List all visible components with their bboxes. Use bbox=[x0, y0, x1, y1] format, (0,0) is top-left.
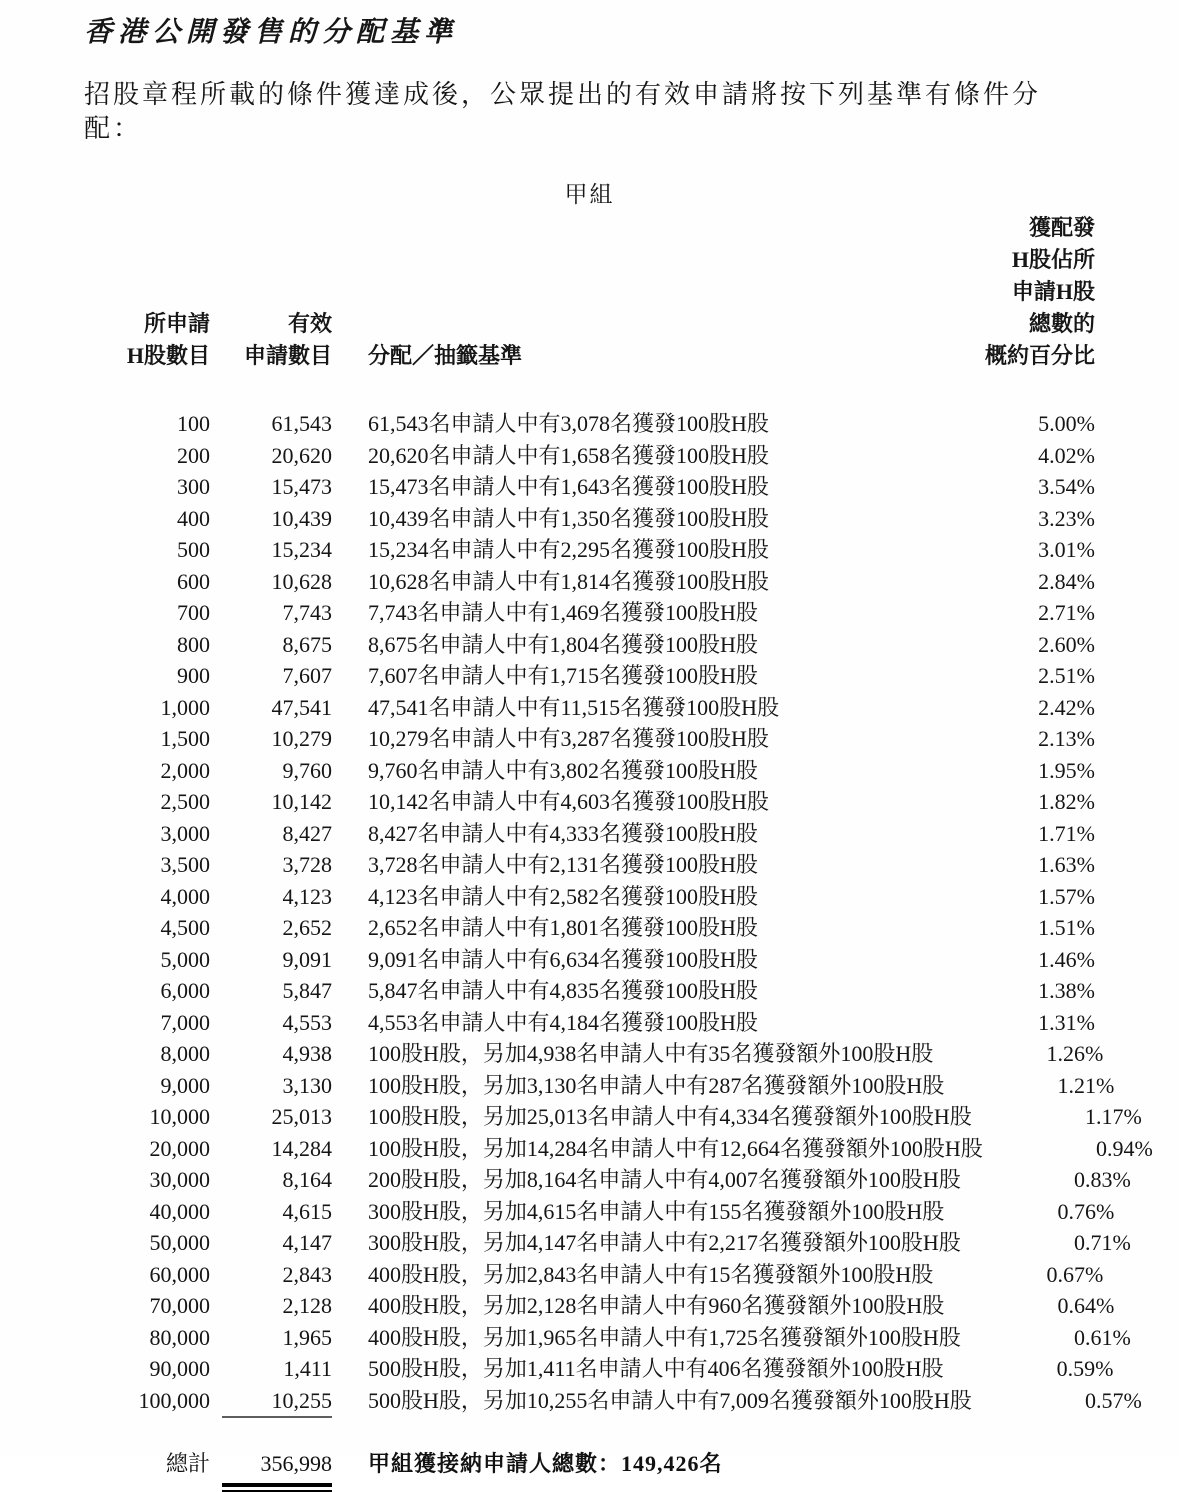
cell-valid-applications: 4,938 bbox=[282, 1041, 332, 1066]
cell-allocation-basis: 300股H股，另加4,615名申請人中有155名獲發額外100股H股 bbox=[368, 1198, 945, 1224]
table-row bbox=[84, 1290, 1115, 1322]
cell-valid-applications: 10,628 bbox=[271, 568, 332, 594]
cell-applied-h-shares: 900 bbox=[177, 663, 210, 688]
table-row bbox=[84, 1007, 1095, 1039]
table-row bbox=[84, 1322, 1131, 1354]
cell-percentage: 0.57% bbox=[1084, 1387, 1142, 1413]
table-row bbox=[84, 660, 1095, 692]
table-row bbox=[84, 692, 1095, 724]
cell-allocation-basis: 7,607名申請人中有1,715名獲發100股H股 bbox=[368, 663, 758, 688]
header-allocation-basis bbox=[332, 340, 925, 372]
cell-applied-h-shares: 40,000 bbox=[149, 1198, 210, 1224]
cell-allocation-basis: 100股H股，另加4,938名申請人中有35名獲發額外100股H股 bbox=[368, 1041, 934, 1066]
cell-valid-applications: 4,123 bbox=[282, 883, 332, 909]
cell-allocation-basis: 20,620名申請人中有1,658名獲發100股H股 bbox=[368, 442, 769, 468]
cell-allocation-basis: 47,541名申請人中有11,515名獲發100股H股 bbox=[368, 694, 780, 720]
cell-percentage: 1.95% bbox=[1038, 757, 1095, 783]
table-row bbox=[84, 440, 1095, 472]
cell-percentage: 2.84% bbox=[1038, 568, 1095, 594]
page-title: 香港公開發售的分配基準 bbox=[84, 17, 459, 48]
cell-percentage: 2.51% bbox=[1038, 663, 1095, 688]
cell-applied-h-shares: 9,000 bbox=[160, 1072, 210, 1098]
header-pct-line1: 獲配發 bbox=[1028, 215, 1095, 240]
cell-valid-applications: 3,130 bbox=[282, 1072, 332, 1098]
total-percentage-spacer bbox=[925, 1449, 1095, 1479]
table-row bbox=[84, 944, 1095, 976]
cell-valid-applications: 7,743 bbox=[282, 600, 332, 625]
cell-applied-h-shares: 300 bbox=[177, 474, 210, 499]
header-pct-line4: 總數的 bbox=[1028, 311, 1095, 336]
cell-allocation-basis: 500股H股，另加10,255名申請人中有7,009名獲發額外100股H股 bbox=[368, 1387, 972, 1413]
table-row bbox=[84, 723, 1095, 755]
table-row bbox=[84, 755, 1095, 787]
cell-applied-h-shares: 7,000 bbox=[160, 1009, 210, 1035]
cell-allocation-basis: 9,091名申請人中有6,634名獲發100股H股 bbox=[368, 946, 758, 972]
table-row bbox=[84, 534, 1095, 566]
cell-percentage: 1.71% bbox=[1038, 820, 1095, 846]
subtotal-rule bbox=[222, 1416, 332, 1418]
cell-percentage: 1.46% bbox=[1038, 946, 1095, 972]
cell-allocation-basis: 400股H股，另加1,965名申請人中有1,725名獲發額外100股H股 bbox=[368, 1324, 961, 1350]
cell-applied-h-shares: 80,000 bbox=[149, 1324, 210, 1350]
header-valid-line2: 申請數目 bbox=[243, 343, 332, 368]
cell-valid-applications: 3,728 bbox=[282, 852, 332, 877]
cell-allocation-basis: 3,728名申請人中有2,131名獲發100股H股 bbox=[368, 852, 758, 877]
cell-allocation-basis: 10,142名申請人中有4,603名獲發100股H股 bbox=[368, 789, 769, 814]
cell-allocation-basis: 10,439名申請人中有1,350名獲發100股H股 bbox=[368, 505, 769, 531]
header-pct-line3: 申請H股 bbox=[1011, 279, 1095, 304]
cell-valid-applications: 20,620 bbox=[271, 442, 332, 468]
cell-applied-h-shares: 6,000 bbox=[160, 978, 210, 1003]
cell-allocation-basis: 8,427名申請人中有4,333名獲發100股H股 bbox=[368, 820, 758, 846]
cell-applied-h-shares: 60,000 bbox=[149, 1261, 210, 1287]
cell-percentage: 2.13% bbox=[1038, 726, 1095, 751]
cell-applied-h-shares: 50,000 bbox=[149, 1230, 210, 1255]
cell-percentage: 1.26% bbox=[1046, 1041, 1104, 1066]
cell-percentage: 0.71% bbox=[1073, 1230, 1131, 1255]
cell-percentage: 2.60% bbox=[1038, 631, 1095, 657]
cell-applied-h-shares: 700 bbox=[177, 600, 210, 625]
cell-allocation-basis: 10,628名申請人中有1,814名獲發100股H股 bbox=[368, 568, 769, 594]
cell-allocation-basis: 100股H股，另加25,013名申請人中有4,334名獲發額外100股H股 bbox=[368, 1104, 972, 1129]
cell-percentage: 5.00% bbox=[1038, 411, 1095, 436]
table-row bbox=[84, 1227, 1131, 1259]
total-label: 總計 bbox=[165, 1451, 210, 1476]
cell-applied-h-shares: 800 bbox=[177, 631, 210, 657]
table-row bbox=[84, 629, 1095, 661]
cell-valid-applications: 9,760 bbox=[282, 757, 332, 783]
cell-applied-h-shares: 4,500 bbox=[160, 915, 210, 940]
table-row bbox=[84, 597, 1095, 629]
cell-allocation-basis: 4,123名申請人中有2,582名獲發100股H股 bbox=[368, 883, 758, 909]
cell-applied-h-shares: 70,000 bbox=[149, 1293, 210, 1318]
cell-allocation-basis: 2,652名申請人中有1,801名獲發100股H股 bbox=[368, 915, 758, 940]
cell-percentage: 3.23% bbox=[1038, 505, 1095, 531]
cell-allocation-basis: 7,743名申請人中有1,469名獲發100股H股 bbox=[368, 600, 758, 625]
table-row bbox=[84, 881, 1095, 913]
cell-allocation-basis: 9,760名申請人中有3,802名獲發100股H股 bbox=[368, 757, 758, 783]
cell-allocation-basis: 200股H股，另加8,164名申請人中有4,007名獲發額外100股H股 bbox=[368, 1167, 961, 1192]
cell-applied-h-shares: 90,000 bbox=[149, 1356, 210, 1381]
cell-percentage: 4.02% bbox=[1038, 442, 1095, 468]
cell-percentage: 1.17% bbox=[1084, 1104, 1142, 1129]
cell-percentage: 0.59% bbox=[1056, 1356, 1114, 1381]
grand-total-double-rule bbox=[222, 1483, 332, 1492]
cell-applied-h-shares: 1,000 bbox=[160, 694, 210, 720]
cell-percentage: 2.71% bbox=[1038, 600, 1095, 625]
cell-applied-h-shares: 500 bbox=[177, 537, 210, 562]
cell-valid-applications: 8,164 bbox=[282, 1167, 332, 1192]
header-applied-line1: 所申請 bbox=[143, 311, 210, 336]
table-row bbox=[84, 849, 1095, 881]
cell-applied-h-shares: 2,000 bbox=[160, 757, 210, 783]
cell-applied-h-shares: 3,000 bbox=[160, 820, 210, 846]
cell-allocation-basis: 61,543名申請人中有3,078名獲發100股H股 bbox=[368, 411, 769, 436]
cell-applied-h-shares: 1,500 bbox=[160, 726, 210, 751]
cell-allocation-basis: 400股H股，另加2,128名申請人中有960名獲發額外100股H股 bbox=[368, 1293, 945, 1318]
cell-percentage: 0.61% bbox=[1073, 1324, 1131, 1350]
cell-applied-h-shares: 4,000 bbox=[160, 883, 210, 909]
cell-valid-applications: 15,234 bbox=[271, 537, 332, 562]
cell-valid-applications: 61,543 bbox=[271, 411, 332, 436]
cell-allocation-basis: 100股H股，另加14,284名申請人中有12,664名獲發額外100股H股 bbox=[368, 1135, 983, 1161]
cell-valid-applications: 5,847 bbox=[282, 978, 332, 1003]
cell-percentage: 1.38% bbox=[1038, 978, 1095, 1003]
header-applied-line2: H股數目 bbox=[126, 343, 210, 368]
cell-valid-applications: 2,652 bbox=[282, 915, 332, 940]
cell-allocation-basis: 10,279名申請人中有3,287名獲發100股H股 bbox=[368, 726, 769, 751]
table-row bbox=[84, 1038, 1104, 1070]
cell-percentage: 1.31% bbox=[1038, 1009, 1095, 1035]
cell-percentage: 0.67% bbox=[1046, 1261, 1104, 1287]
cell-allocation-basis: 100股H股，另加3,130名申請人中有287名獲發額外100股H股 bbox=[368, 1072, 945, 1098]
cell-percentage: 0.76% bbox=[1057, 1198, 1115, 1224]
header-valid-applications bbox=[210, 308, 332, 372]
table-row bbox=[84, 1133, 1153, 1165]
cell-valid-applications: 10,279 bbox=[271, 726, 332, 751]
header-pct-line2: H股佔所 bbox=[1011, 247, 1095, 272]
cell-valid-applications: 25,013 bbox=[271, 1104, 332, 1129]
header-pct-line5: 概約百分比 bbox=[984, 343, 1095, 368]
cell-valid-applications: 2,843 bbox=[282, 1261, 332, 1287]
cell-allocation-basis: 400股H股，另加2,843名申請人中有15名獲發額外100股H股 bbox=[368, 1261, 934, 1287]
total-accepted-applicants-note: 甲組獲接納申請人總數：149,426名 bbox=[368, 1451, 723, 1476]
cell-applied-h-shares: 2,500 bbox=[160, 789, 210, 814]
table-header-row bbox=[84, 212, 1095, 372]
table-row bbox=[84, 1196, 1115, 1228]
cell-percentage: 0.64% bbox=[1057, 1293, 1115, 1318]
cell-applied-h-shares: 10,000 bbox=[149, 1104, 210, 1129]
table-row bbox=[84, 503, 1095, 535]
cell-valid-applications: 7,607 bbox=[282, 663, 332, 688]
table-row bbox=[84, 912, 1095, 944]
cell-allocation-basis: 4,553名申請人中有4,184名獲發100股H股 bbox=[368, 1009, 758, 1035]
cell-percentage: 1.63% bbox=[1038, 852, 1095, 877]
cell-allocation-basis: 500股H股，另加1,411名申請人中有406名獲發額外100股H股 bbox=[368, 1356, 944, 1381]
table-row bbox=[84, 786, 1095, 818]
cell-allocation-basis: 300股H股，另加4,147名申請人中有2,217名獲發額外100股H股 bbox=[368, 1230, 961, 1255]
header-approx-percentage bbox=[925, 212, 1095, 372]
cell-valid-applications: 2,128 bbox=[282, 1293, 332, 1318]
cell-percentage: 0.94% bbox=[1095, 1135, 1153, 1161]
table-row bbox=[84, 818, 1095, 850]
cell-percentage: 2.42% bbox=[1038, 694, 1095, 720]
cell-percentage: 1.57% bbox=[1038, 883, 1095, 909]
table-row bbox=[84, 1353, 1114, 1385]
cell-percentage: 1.51% bbox=[1038, 915, 1095, 940]
cell-percentage: 0.83% bbox=[1073, 1167, 1131, 1192]
cell-valid-applications: 14,284 bbox=[271, 1135, 332, 1161]
cell-applied-h-shares: 100,000 bbox=[138, 1387, 210, 1413]
cell-allocation-basis: 15,473名申請人中有1,643名獲發100股H股 bbox=[368, 474, 769, 499]
table-row bbox=[84, 1101, 1142, 1133]
cell-percentage: 1.21% bbox=[1057, 1072, 1115, 1098]
cell-valid-applications: 1,965 bbox=[282, 1324, 332, 1350]
cell-valid-applications: 10,255 bbox=[271, 1387, 332, 1413]
table-row bbox=[84, 408, 1095, 440]
header-basis-label: 分配／抽籤基準 bbox=[368, 343, 523, 368]
cell-allocation-basis: 15,234名申請人中有2,295名獲發100股H股 bbox=[368, 537, 769, 562]
cell-percentage: 3.54% bbox=[1038, 474, 1095, 499]
header-valid-line1: 有效 bbox=[287, 311, 332, 336]
cell-valid-applications: 4,147 bbox=[282, 1230, 332, 1255]
intro-paragraph: 招股章程所載的條件獲達成後，公眾提出的有效申請將按下列基準有條件分配： bbox=[84, 80, 1042, 143]
table-row bbox=[84, 1164, 1131, 1196]
table-row bbox=[84, 1070, 1115, 1102]
header-applied-h-shares bbox=[84, 308, 210, 372]
table-row bbox=[84, 471, 1095, 503]
total-valid-applications: 356,998 bbox=[260, 1451, 332, 1476]
cell-applied-h-shares: 30,000 bbox=[149, 1167, 210, 1192]
cell-valid-applications: 8,427 bbox=[282, 820, 332, 846]
cell-valid-applications: 4,615 bbox=[282, 1198, 332, 1224]
cell-applied-h-shares: 3,500 bbox=[160, 852, 210, 877]
cell-applied-h-shares: 20,000 bbox=[149, 1135, 210, 1161]
cell-valid-applications: 4,553 bbox=[282, 1009, 332, 1035]
cell-valid-applications: 47,541 bbox=[271, 694, 332, 720]
group-a-label: 甲組 bbox=[564, 182, 615, 207]
cell-valid-applications: 10,439 bbox=[271, 505, 332, 531]
table-row bbox=[84, 975, 1095, 1007]
cell-valid-applications: 15,473 bbox=[271, 474, 332, 499]
cell-allocation-basis: 8,675名申請人中有1,804名獲發100股H股 bbox=[368, 631, 758, 657]
cell-allocation-basis: 5,847名申請人中有4,835名獲發100股H股 bbox=[368, 978, 758, 1003]
cell-applied-h-shares: 100 bbox=[177, 411, 210, 436]
cell-applied-h-shares: 8,000 bbox=[160, 1041, 210, 1066]
cell-valid-applications: 10,142 bbox=[271, 789, 332, 814]
table-row bbox=[84, 566, 1095, 598]
allocation-table-body bbox=[84, 408, 1153, 1416]
cell-percentage: 1.82% bbox=[1038, 789, 1095, 814]
cell-valid-applications: 9,091 bbox=[282, 946, 332, 972]
cell-valid-applications: 1,411 bbox=[283, 1356, 332, 1381]
cell-applied-h-shares: 5,000 bbox=[160, 946, 210, 972]
cell-percentage: 3.01% bbox=[1038, 537, 1095, 562]
cell-applied-h-shares: 600 bbox=[177, 568, 210, 594]
table-row bbox=[84, 1385, 1142, 1417]
table-row bbox=[84, 1259, 1104, 1291]
cell-applied-h-shares: 400 bbox=[177, 505, 210, 531]
total-row bbox=[84, 1449, 1095, 1479]
cell-applied-h-shares: 200 bbox=[177, 442, 210, 468]
cell-valid-applications: 8,675 bbox=[282, 631, 332, 657]
